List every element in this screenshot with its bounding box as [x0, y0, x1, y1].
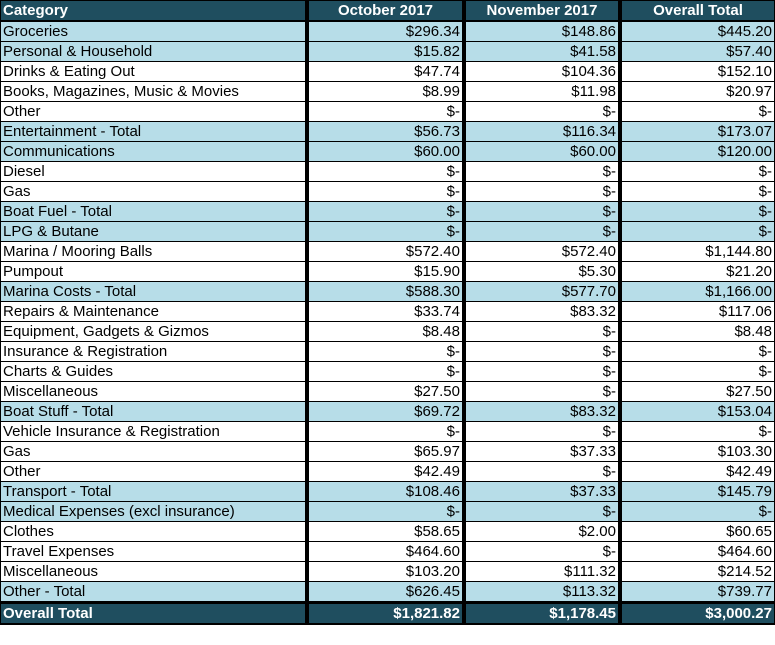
table-row	[0, 122, 775, 142]
cell-october: $15.82	[306, 42, 463, 62]
cell-november: $577.70	[463, 282, 619, 302]
row-label: Marina Costs - Total	[0, 282, 306, 302]
row-label: Equipment, Gadgets & Gizmos	[0, 322, 306, 342]
cell-november: $83.32	[463, 402, 619, 422]
cell-november: $113.32	[463, 582, 619, 602]
row-label: Marina / Mooring Balls	[0, 242, 306, 262]
cell-overall-total: $445.20	[619, 22, 775, 42]
row-label: Personal & Household	[0, 42, 306, 62]
table-row	[0, 382, 775, 402]
cell-overall-total: $-	[619, 502, 775, 522]
cell-overall-total: $21.20	[619, 262, 775, 282]
table-row	[0, 562, 775, 582]
cell-overall-total: $-	[619, 162, 775, 182]
table-row	[0, 302, 775, 322]
table-row	[0, 82, 775, 102]
cell-overall-total: $1,166.00	[619, 282, 775, 302]
row-label: Gas	[0, 442, 306, 462]
cell-november: $41.58	[463, 42, 619, 62]
cell-november: $-	[463, 342, 619, 362]
cell-october: $27.50	[306, 382, 463, 402]
cell-october: $42.49	[306, 462, 463, 482]
cell-overall-total: $-	[619, 202, 775, 222]
table-row	[0, 342, 775, 362]
cell-october: $60.00	[306, 142, 463, 162]
cell-overall-total: $-	[619, 342, 775, 362]
cell-october: $-	[306, 362, 463, 382]
cell-october: $33.74	[306, 302, 463, 322]
cell-october: $15.90	[306, 262, 463, 282]
cell-overall-total: $153.04	[619, 402, 775, 422]
table-row	[0, 522, 775, 542]
row-label: Groceries	[0, 22, 306, 42]
cell-overall-total: $117.06	[619, 302, 775, 322]
cell-november: $2.00	[463, 522, 619, 542]
row-label: Other	[0, 102, 306, 122]
table-row	[0, 462, 775, 482]
cell-overall-total: $-	[619, 422, 775, 442]
table-row	[0, 182, 775, 202]
cell-october: $626.45	[306, 582, 463, 602]
cell-november: $-	[463, 102, 619, 122]
cell-overall-total: $152.10	[619, 62, 775, 82]
footer-november: $1,178.45	[463, 602, 619, 625]
cell-november: $-	[463, 362, 619, 382]
cell-october: $-	[306, 102, 463, 122]
row-label: Medical Expenses (excl insurance)	[0, 502, 306, 522]
cell-october: $-	[306, 342, 463, 362]
cell-november: $11.98	[463, 82, 619, 102]
cell-november: $5.30	[463, 262, 619, 282]
cell-october: $-	[306, 162, 463, 182]
row-label: Other	[0, 462, 306, 482]
cell-october: $8.99	[306, 82, 463, 102]
cell-overall-total: $739.77	[619, 582, 775, 602]
cell-november: $572.40	[463, 242, 619, 262]
cell-overall-total: $214.52	[619, 562, 775, 582]
table-row	[0, 242, 775, 262]
cell-november: $-	[463, 502, 619, 522]
row-label: Boat Fuel - Total	[0, 202, 306, 222]
cell-overall-total: $-	[619, 102, 775, 122]
table-row	[0, 202, 775, 222]
row-label: Gas	[0, 182, 306, 202]
table-row	[0, 262, 775, 282]
cell-october: $-	[306, 422, 463, 442]
cell-october: $58.65	[306, 522, 463, 542]
cell-overall-total: $145.79	[619, 482, 775, 502]
table-row	[0, 22, 775, 42]
footer-row	[0, 602, 775, 625]
table-body	[0, 22, 775, 602]
row-label: Other - Total	[0, 582, 306, 602]
table-row	[0, 482, 775, 502]
header-october: October 2017	[306, 0, 463, 22]
footer-label: Overall Total	[0, 602, 306, 625]
row-label: Entertainment - Total	[0, 122, 306, 142]
cell-october: $69.72	[306, 402, 463, 422]
cell-overall-total: $464.60	[619, 542, 775, 562]
cell-november: $-	[463, 162, 619, 182]
table-row	[0, 142, 775, 162]
cell-october: $572.40	[306, 242, 463, 262]
cell-october: $-	[306, 222, 463, 242]
cell-november: $104.36	[463, 62, 619, 82]
table-row	[0, 222, 775, 242]
cell-november: $111.32	[463, 562, 619, 582]
row-label: Boat Stuff - Total	[0, 402, 306, 422]
table-row	[0, 162, 775, 182]
row-label: Drinks & Eating Out	[0, 62, 306, 82]
cell-overall-total: $57.40	[619, 42, 775, 62]
row-label: LPG & Butane	[0, 222, 306, 242]
table-row	[0, 62, 775, 82]
row-label: Charts & Guides	[0, 362, 306, 382]
cell-overall-total: $173.07	[619, 122, 775, 142]
table-row	[0, 582, 775, 602]
cell-november: $-	[463, 542, 619, 562]
cell-november: $37.33	[463, 442, 619, 462]
cell-october: $56.73	[306, 122, 463, 142]
table-row	[0, 442, 775, 462]
row-label: Books, Magazines, Music & Movies	[0, 82, 306, 102]
cell-november: $60.00	[463, 142, 619, 162]
cell-overall-total: $8.48	[619, 322, 775, 342]
row-label: Clothes	[0, 522, 306, 542]
row-label: Diesel	[0, 162, 306, 182]
row-label: Transport - Total	[0, 482, 306, 502]
table-row	[0, 422, 775, 442]
cell-october: $464.60	[306, 542, 463, 562]
table-row	[0, 362, 775, 382]
table-row	[0, 402, 775, 422]
footer-overall-total: $3,000.27	[619, 602, 775, 625]
table-row	[0, 502, 775, 522]
cell-november: $-	[463, 222, 619, 242]
table-row	[0, 542, 775, 562]
row-label: Pumpout	[0, 262, 306, 282]
header-category: Category	[0, 0, 306, 22]
cell-october: $296.34	[306, 22, 463, 42]
table-row	[0, 102, 775, 122]
cell-october: $103.20	[306, 562, 463, 582]
cell-november: $-	[463, 182, 619, 202]
cell-overall-total: $-	[619, 362, 775, 382]
table-row	[0, 322, 775, 342]
cell-october: $47.74	[306, 62, 463, 82]
cell-october: $65.97	[306, 442, 463, 462]
row-label: Communications	[0, 142, 306, 162]
cell-november: $116.34	[463, 122, 619, 142]
cell-october: $-	[306, 182, 463, 202]
row-label: Vehicle Insurance & Registration	[0, 422, 306, 442]
cell-overall-total: $-	[619, 222, 775, 242]
cell-november: $-	[463, 462, 619, 482]
cell-overall-total: $1,144.80	[619, 242, 775, 262]
cell-overall-total: $42.49	[619, 462, 775, 482]
cell-overall-total: $60.65	[619, 522, 775, 542]
cell-november: $148.86	[463, 22, 619, 42]
cell-october: $-	[306, 202, 463, 222]
cell-october: $108.46	[306, 482, 463, 502]
cell-november: $-	[463, 422, 619, 442]
table-row	[0, 282, 775, 302]
cell-november: $-	[463, 202, 619, 222]
cell-overall-total: $-	[619, 182, 775, 202]
cell-overall-total: $27.50	[619, 382, 775, 402]
row-label: Miscellaneous	[0, 382, 306, 402]
cell-october: $-	[306, 502, 463, 522]
table-row	[0, 42, 775, 62]
header-row	[0, 0, 775, 22]
cell-overall-total: $20.97	[619, 82, 775, 102]
cell-november: $-	[463, 382, 619, 402]
cell-november: $-	[463, 322, 619, 342]
cell-overall-total: $103.30	[619, 442, 775, 462]
cell-overall-total: $120.00	[619, 142, 775, 162]
row-label: Travel Expenses	[0, 542, 306, 562]
row-label: Repairs & Maintenance	[0, 302, 306, 322]
cell-november: $83.32	[463, 302, 619, 322]
cell-october: $588.30	[306, 282, 463, 302]
header-november: November 2017	[463, 0, 619, 22]
cell-october: $8.48	[306, 322, 463, 342]
row-label: Insurance & Registration	[0, 342, 306, 362]
row-label: Miscellaneous	[0, 562, 306, 582]
footer-october: $1,821.82	[306, 602, 463, 625]
cell-november: $37.33	[463, 482, 619, 502]
header-overall-total: Overall Total	[619, 0, 775, 22]
